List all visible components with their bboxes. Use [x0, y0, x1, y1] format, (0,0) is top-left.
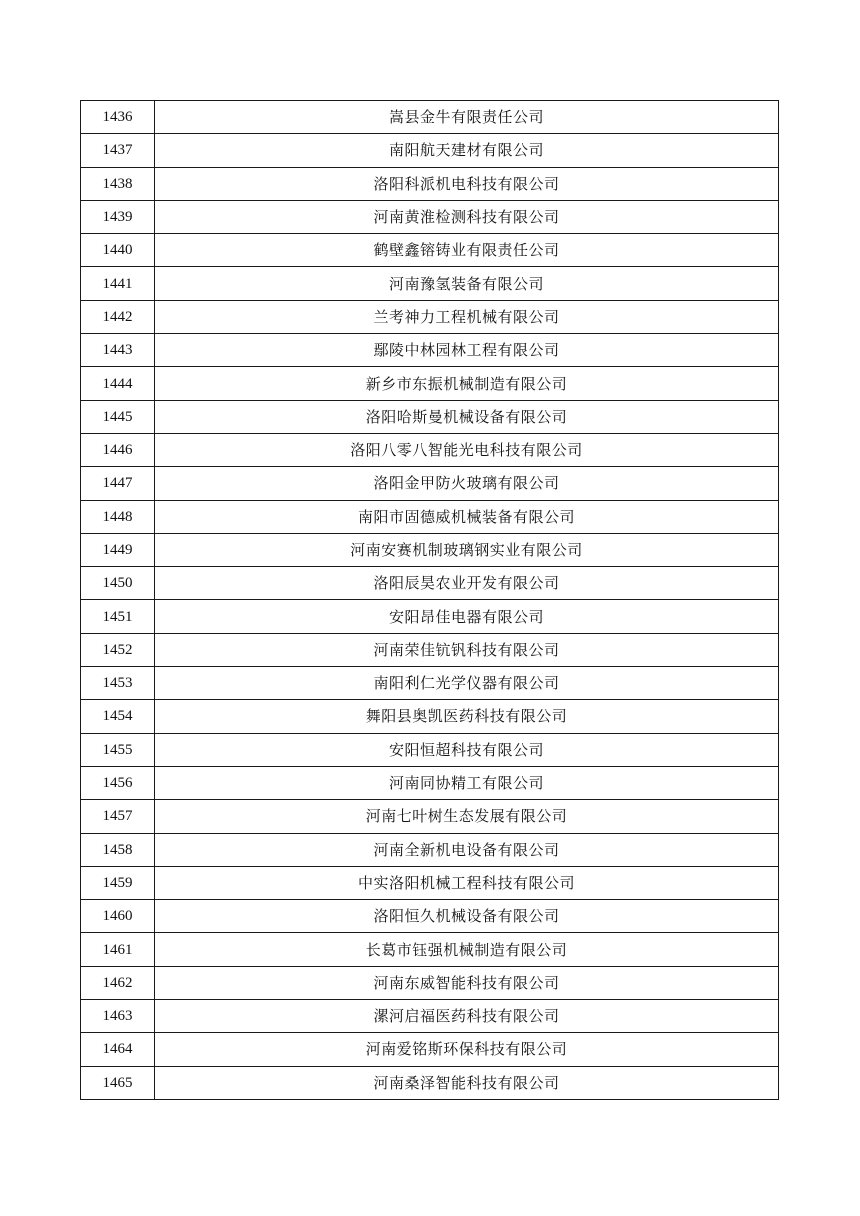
row-number-cell: 1440	[81, 234, 155, 267]
table-row	[81, 1033, 779, 1066]
company-name-cell: 鹤壁鑫镕铸业有限责任公司	[155, 234, 779, 267]
row-number-cell: 1459	[81, 866, 155, 899]
row-number-cell: 1439	[81, 200, 155, 233]
row-number-cell: 1441	[81, 267, 155, 300]
company-name-cell: 洛阳恒久机械设备有限公司	[155, 900, 779, 933]
table-row	[81, 1000, 779, 1033]
row-number-cell: 1458	[81, 833, 155, 866]
row-number-cell: 1442	[81, 300, 155, 333]
company-name-cell: 长葛市钰强机械制造有限公司	[155, 933, 779, 966]
row-number-cell: 1444	[81, 367, 155, 400]
table-row	[81, 900, 779, 933]
table-row	[81, 167, 779, 200]
company-name-cell: 南阳市固德威机械装备有限公司	[155, 500, 779, 533]
company-name-cell: 嵩县金牛有限责任公司	[155, 101, 779, 134]
row-number-cell: 1436	[81, 101, 155, 134]
row-number-cell: 1446	[81, 433, 155, 466]
company-name-cell: 安阳恒超科技有限公司	[155, 733, 779, 766]
table-row	[81, 300, 779, 333]
company-list-table	[80, 100, 779, 1100]
table-row	[81, 866, 779, 899]
company-name-cell: 洛阳金甲防火玻璃有限公司	[155, 467, 779, 500]
table-row	[81, 700, 779, 733]
row-number-cell: 1454	[81, 700, 155, 733]
row-number-cell: 1457	[81, 800, 155, 833]
table-row	[81, 334, 779, 367]
table-row	[81, 400, 779, 433]
table-row	[81, 667, 779, 700]
company-name-cell: 漯河启福医药科技有限公司	[155, 1000, 779, 1033]
table-row	[81, 134, 779, 167]
company-name-cell: 河南豫氢装备有限公司	[155, 267, 779, 300]
table-row	[81, 467, 779, 500]
company-name-cell: 河南同协精工有限公司	[155, 766, 779, 799]
table-row	[81, 567, 779, 600]
table-row	[81, 766, 779, 799]
company-name-cell: 洛阳八零八智能光电科技有限公司	[155, 433, 779, 466]
company-name-cell: 兰考神力工程机械有限公司	[155, 300, 779, 333]
company-name-cell: 中实洛阳机械工程科技有限公司	[155, 866, 779, 899]
row-number-cell: 1462	[81, 966, 155, 999]
row-number-cell: 1460	[81, 900, 155, 933]
company-name-cell: 洛阳哈斯曼机械设备有限公司	[155, 400, 779, 433]
table-row	[81, 1066, 779, 1099]
row-number-cell: 1461	[81, 933, 155, 966]
table-row	[81, 833, 779, 866]
row-number-cell: 1456	[81, 766, 155, 799]
table-row	[81, 600, 779, 633]
company-name-cell: 安阳昂佳电器有限公司	[155, 600, 779, 633]
table-row	[81, 733, 779, 766]
company-name-cell: 河南安赛机制玻璃钢实业有限公司	[155, 533, 779, 566]
row-number-cell: 1443	[81, 334, 155, 367]
table-row	[81, 234, 779, 267]
table-row	[81, 433, 779, 466]
table-row	[81, 966, 779, 999]
row-number-cell: 1445	[81, 400, 155, 433]
row-number-cell: 1438	[81, 167, 155, 200]
row-number-cell: 1451	[81, 600, 155, 633]
company-name-cell: 河南黄淮检测科技有限公司	[155, 200, 779, 233]
row-number-cell: 1450	[81, 567, 155, 600]
table-row	[81, 933, 779, 966]
row-number-cell: 1449	[81, 533, 155, 566]
company-name-cell: 河南爱铭斯环保科技有限公司	[155, 1033, 779, 1066]
row-number-cell: 1437	[81, 134, 155, 167]
row-number-cell: 1463	[81, 1000, 155, 1033]
row-number-cell: 1465	[81, 1066, 155, 1099]
row-number-cell: 1464	[81, 1033, 155, 1066]
table-row	[81, 633, 779, 666]
company-name-cell: 河南桑泽智能科技有限公司	[155, 1066, 779, 1099]
company-name-cell: 河南全新机电设备有限公司	[155, 833, 779, 866]
company-name-cell: 南阳航天建材有限公司	[155, 134, 779, 167]
row-number-cell: 1455	[81, 733, 155, 766]
company-list-body	[81, 101, 779, 1100]
company-name-cell: 新乡市东振机械制造有限公司	[155, 367, 779, 400]
row-number-cell: 1447	[81, 467, 155, 500]
table-row	[81, 367, 779, 400]
table-row	[81, 500, 779, 533]
row-number-cell: 1452	[81, 633, 155, 666]
table-row	[81, 267, 779, 300]
company-name-cell: 南阳利仁光学仪器有限公司	[155, 667, 779, 700]
row-number-cell: 1453	[81, 667, 155, 700]
company-name-cell: 鄢陵中林园林工程有限公司	[155, 334, 779, 367]
company-name-cell: 河南荣佳钪钒科技有限公司	[155, 633, 779, 666]
table-row	[81, 101, 779, 134]
company-name-cell: 河南七叶树生态发展有限公司	[155, 800, 779, 833]
table-row	[81, 533, 779, 566]
company-name-cell: 洛阳科派机电科技有限公司	[155, 167, 779, 200]
company-name-cell: 河南东威智能科技有限公司	[155, 966, 779, 999]
table-row	[81, 200, 779, 233]
table-row	[81, 800, 779, 833]
company-name-cell: 洛阳辰昊农业开发有限公司	[155, 567, 779, 600]
company-name-cell: 舞阳县奥凯医药科技有限公司	[155, 700, 779, 733]
row-number-cell: 1448	[81, 500, 155, 533]
